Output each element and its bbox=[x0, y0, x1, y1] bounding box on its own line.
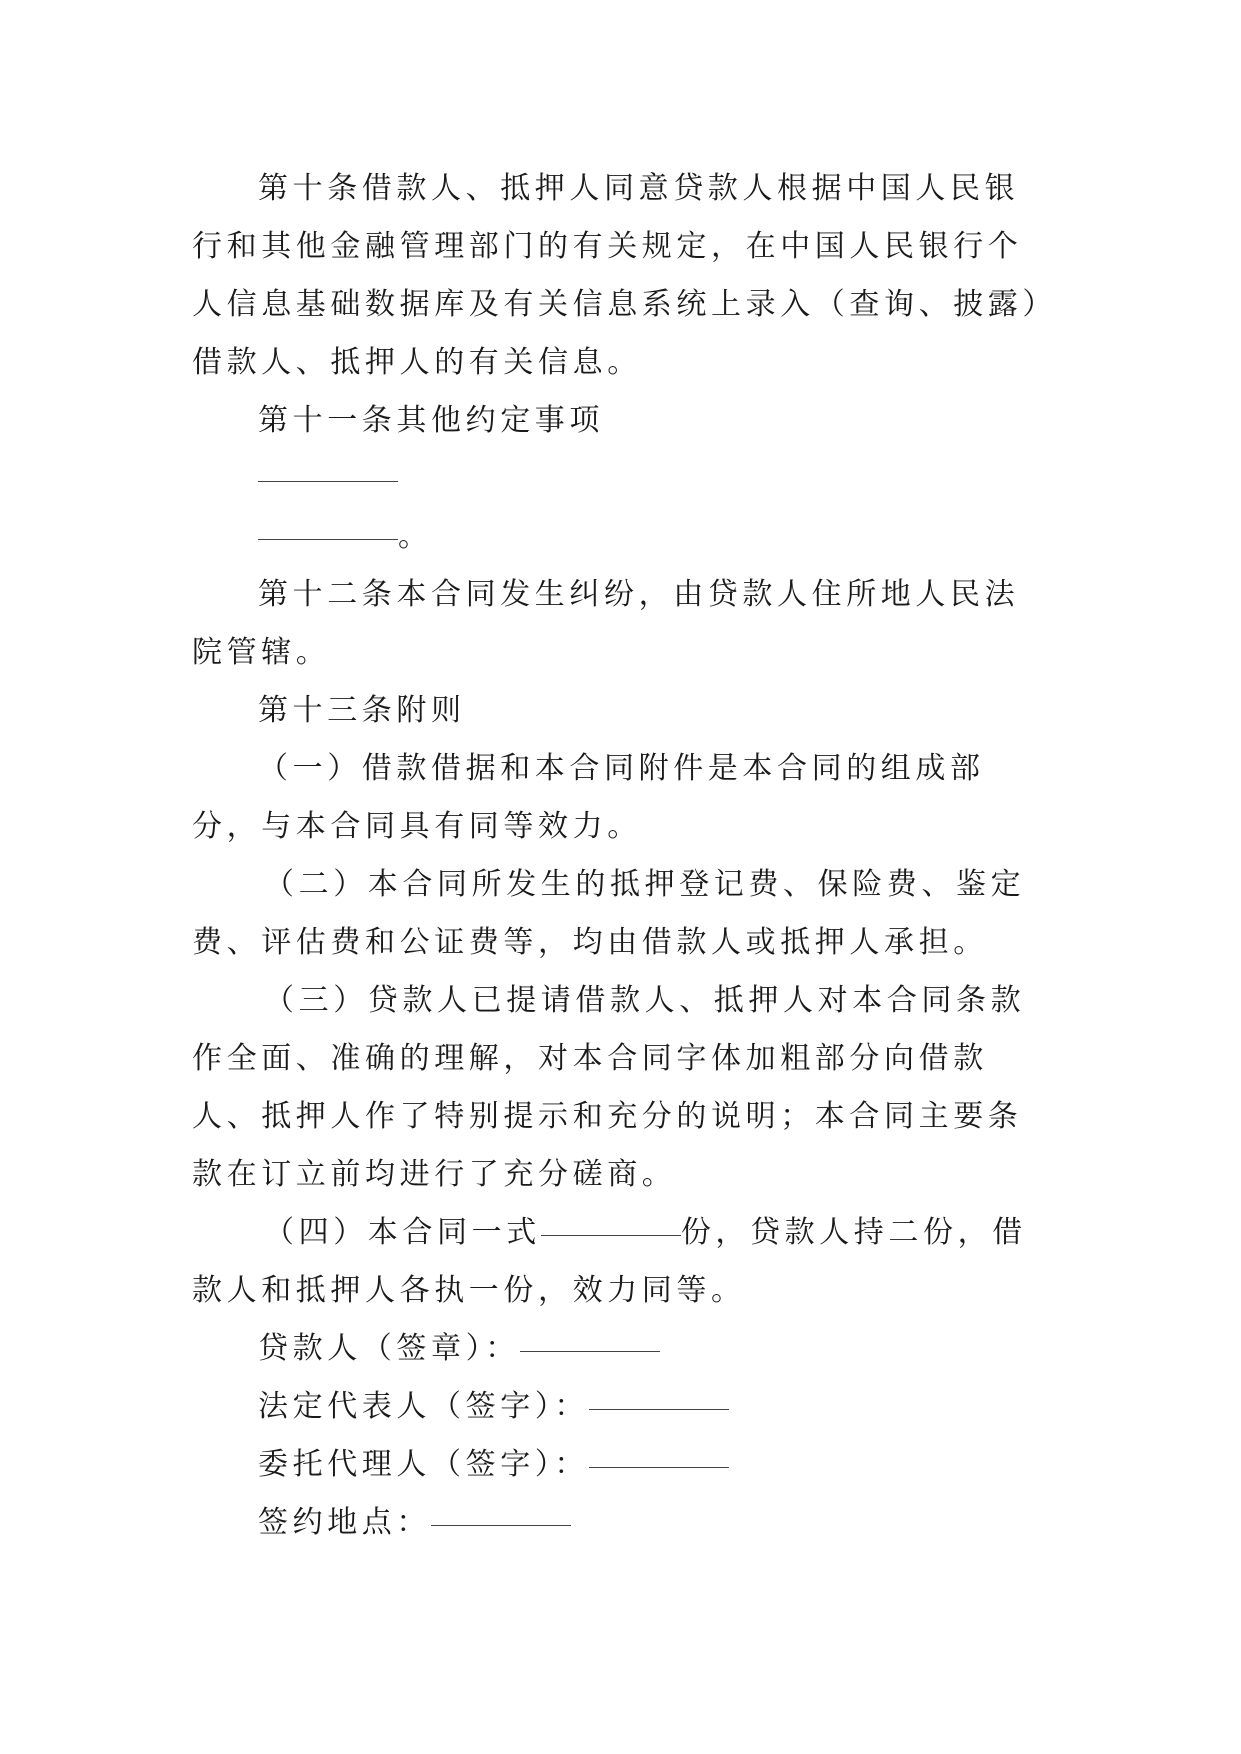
signature-legal-rep-blank bbox=[589, 1408, 729, 1410]
clause-2: （二）本合同所发生的抵押登记费、保险费、鉴定费、评估费和公证费等，均由借款人或抵押人承担。 bbox=[192, 867, 1026, 960]
copies-blank bbox=[541, 1234, 681, 1236]
signature-lender bbox=[192, 1320, 1052, 1378]
signature-place-blank bbox=[431, 1524, 571, 1526]
signature-legal-rep bbox=[192, 1378, 1052, 1436]
article-10: 第十条借款人、抵押人同意贷款人根据中国人民银行和其他金融管理部门的有关规定，在中国人民银行个人信息基础数据库及有关信息系统上录入（查询、披露）借款人、抵押人的有关信息。 bbox=[192, 171, 1042, 380]
clause-1: （一）借款借据和本合同附件是本合同的组成部分，与本合同具有同等效力。 bbox=[192, 751, 985, 844]
clause-4-start: （四）本合同一式 bbox=[264, 1215, 541, 1250]
signature-place bbox=[192, 1494, 1052, 1552]
signature-place-label: 签约地点： bbox=[258, 1505, 431, 1540]
article-11-blank-line-2 bbox=[192, 508, 1052, 566]
signature-legal-rep-label: 法定代表人（签字）： bbox=[258, 1389, 589, 1424]
article-12: 第十二条本合同发生纠纷，由贷款人住所地人民法院管辖。 bbox=[192, 577, 1020, 670]
signature-agent bbox=[192, 1436, 1052, 1494]
clause-4 bbox=[192, 1204, 1052, 1320]
signature-lender-label: 贷款人（签章）： bbox=[258, 1331, 520, 1366]
article-11-blank-line-1 bbox=[192, 450, 1052, 508]
article-11-title: 第十一条其他约定事项 bbox=[258, 403, 604, 438]
period-mark: 。 bbox=[398, 519, 433, 554]
signature-agent-label: 委托代理人（签字）： bbox=[258, 1447, 589, 1482]
clause-3: （三）贷款人已提请借款人、抵押人对本合同条款作全面、准确的理解，对本合同字体加粗部分向借款人、抵押人作了特别提示和充分的说明；本合同主要条款在订立前均进行了充分磋商。 bbox=[192, 983, 1026, 1192]
clause-4-end: 份，贷款人持二份，借款人和抵押人各执一份，效力同等。 bbox=[192, 1215, 1027, 1308]
contract-body bbox=[192, 160, 1052, 1552]
fill-in-blank bbox=[258, 480, 398, 482]
signature-agent-blank bbox=[589, 1466, 729, 1468]
article-13-title: 第十三条附则 bbox=[258, 693, 466, 728]
fill-in-blank bbox=[258, 538, 398, 540]
signature-lender-blank bbox=[520, 1350, 660, 1352]
